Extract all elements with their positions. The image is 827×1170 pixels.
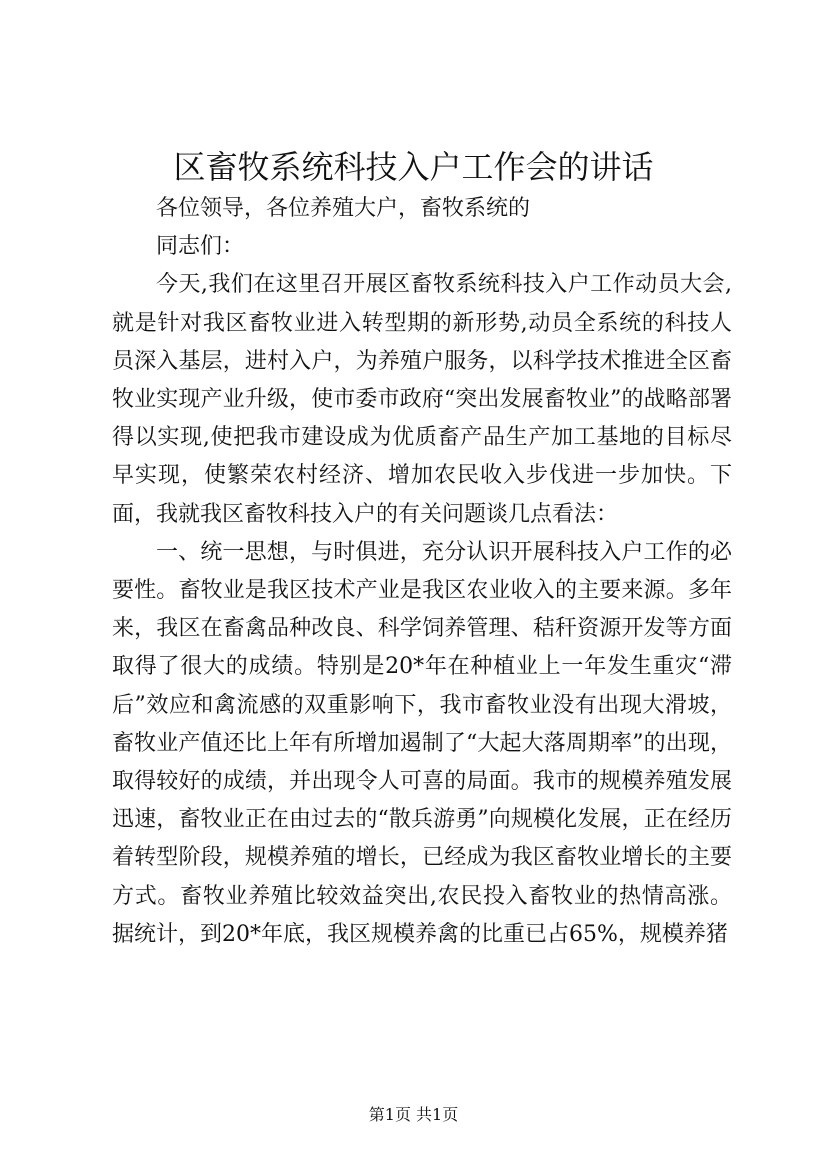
- paragraph-1: 今天,我们在这里召开展区畜牧系统科技入户工作动员大会,就是针对我区畜牧业进入转型期的新形势,动员全系统的科技人员深入基层，进村入户，为养殖户服务，以科学技术推进全区畜牧业实现产业升级，使市委市政府“突出发展畜牧业”的战略部署得以实现,使把我市建设成为优质畜产品生产加工基地的目标尽早实现，使繁荣农村经济、增加农民收入步伐进一步加快。下面，我就我区畜牧科技入户的有关问题谈几点看法：: [112, 272, 732, 527]
- salutation-line-1: 各位领导，各位养殖大户，畜牧系统的: [156, 196, 531, 221]
- page-footer: 第1页 共1页: [368, 1105, 459, 1124]
- document-body: [112, 190, 732, 954]
- document-title: 区畜牧系统科技入户工作会的讲话: [173, 148, 654, 186]
- paragraph-2: 一、统一思想，与时俱进，充分认识开展科技入户工作的必要性。畜牧业是我区技术产业是我区农业收入的主要来源。多年来，我区在畜禽品种改良、科学饲养管理、秸秆资源开发等方面取得了很大的成绩。特别是20*年在种植业上一年发生重灾“滞后”效应和禽流感的双重影响下，我市畜牧业没有出现大滑坡，畜牧业产值还比上年有所增加遏制了“大起大落周期率”的出现，取得较好的成绩，并出现令人可喜的局面。我市的规模养殖发展迅速，畜牧业正在由过去的“散兵游勇”向规模化发展，正在经历着转型阶段，规模养殖的增长，已经成为我区畜牧业增长的主要方式。畜牧业养殖比较效益突出,农民投入畜牧业的热情高涨。据统计，到20*年底，我区规模养禽的比重已占65%，规模养猪: [112, 539, 732, 947]
- salutation-line-2: 同志们：: [156, 234, 245, 260]
